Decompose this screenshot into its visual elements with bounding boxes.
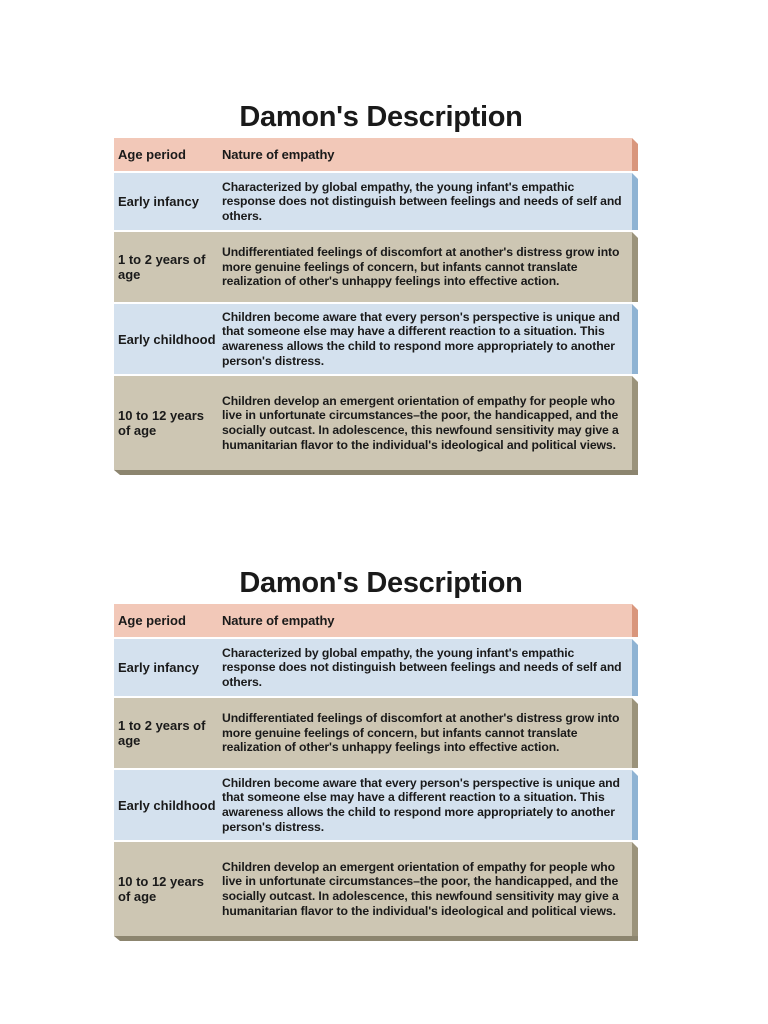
description-cell: Children develop an emergent orientation of empathy for people who live in unfortunate circumstances–the poor, the handicapped, and the socially outcast. In adolescence, this newfound sensitivity may give a humanitarian flavor to the individual's ideological and political views. <box>222 393 619 452</box>
table-title: Damon's Description <box>239 567 523 599</box>
table-row <box>114 173 632 232</box>
description-cell: Undifferentiated feelings of discomfort at another's distress grow into more genuine feelings of concern, but infants cannot translate realization of other's unhappy feelings into effective action. <box>222 245 620 289</box>
age-cell: 1 to 2 years of age <box>118 718 206 748</box>
age-cell: Early infancy <box>118 660 199 675</box>
header-age-period: Age period <box>118 613 186 628</box>
table-row <box>114 376 632 470</box>
age-cell: 10 to 12 years of age <box>118 408 205 438</box>
table-row <box>114 304 632 376</box>
header-nature-of-empathy: Nature of empathy <box>222 613 335 628</box>
table-header-row <box>114 138 632 173</box>
description-cell: Children become aware that every person's perspective is unique and that someone else may have a different reaction to a situation. This awareness allows the child to respond more appropriately to another person's distress. <box>222 309 620 368</box>
description-cell: Undifferentiated feelings of discomfort at another's distress grow into more genuine feelings of concern, but infants cannot translate realization of other's unhappy feelings into effective action. <box>222 711 620 755</box>
table-row <box>114 770 632 842</box>
empathy-table-panel-top <box>114 96 638 470</box>
description-cell: Children develop an emergent orientation of empathy for people who live in unfortunate circumstances–the poor, the handicapped, and the socially outcast. In adolescence, this newfound sensitivity may give a humanitarian flavor to the individual's ideological and political views. <box>222 859 619 918</box>
description-cell: Characterized by global empathy, the young infant's empathic response does not distinguish between feelings and needs of self and others. <box>222 179 622 223</box>
age-cell: Early childhood <box>118 331 216 347</box>
age-cell: Early childhood <box>118 797 216 813</box>
age-cell: 10 to 12 years of age <box>118 874 205 904</box>
empathy-table <box>114 604 632 936</box>
header-nature-of-empathy: Nature of empathy <box>222 147 335 162</box>
table-title: Damon's Description <box>239 101 523 133</box>
empathy-table <box>114 138 632 470</box>
age-cell: 1 to 2 years of age <box>118 252 206 282</box>
table-row <box>114 639 632 698</box>
table-header-row <box>114 604 632 639</box>
table-row <box>114 842 632 936</box>
table-row <box>114 232 632 304</box>
age-cell: Early infancy <box>118 194 199 209</box>
description-cell: Children become aware that every person's perspective is unique and that someone else may have a different reaction to a situation. This awareness allows the child to respond more appropriately to another person's distress. <box>222 775 620 834</box>
table-row <box>114 698 632 770</box>
header-age-period: Age period <box>118 147 186 162</box>
description-cell: Characterized by global empathy, the young infant's empathic response does not distinguish between feelings and needs of self and others. <box>222 645 622 689</box>
empathy-table-panel-bottom <box>114 562 638 936</box>
